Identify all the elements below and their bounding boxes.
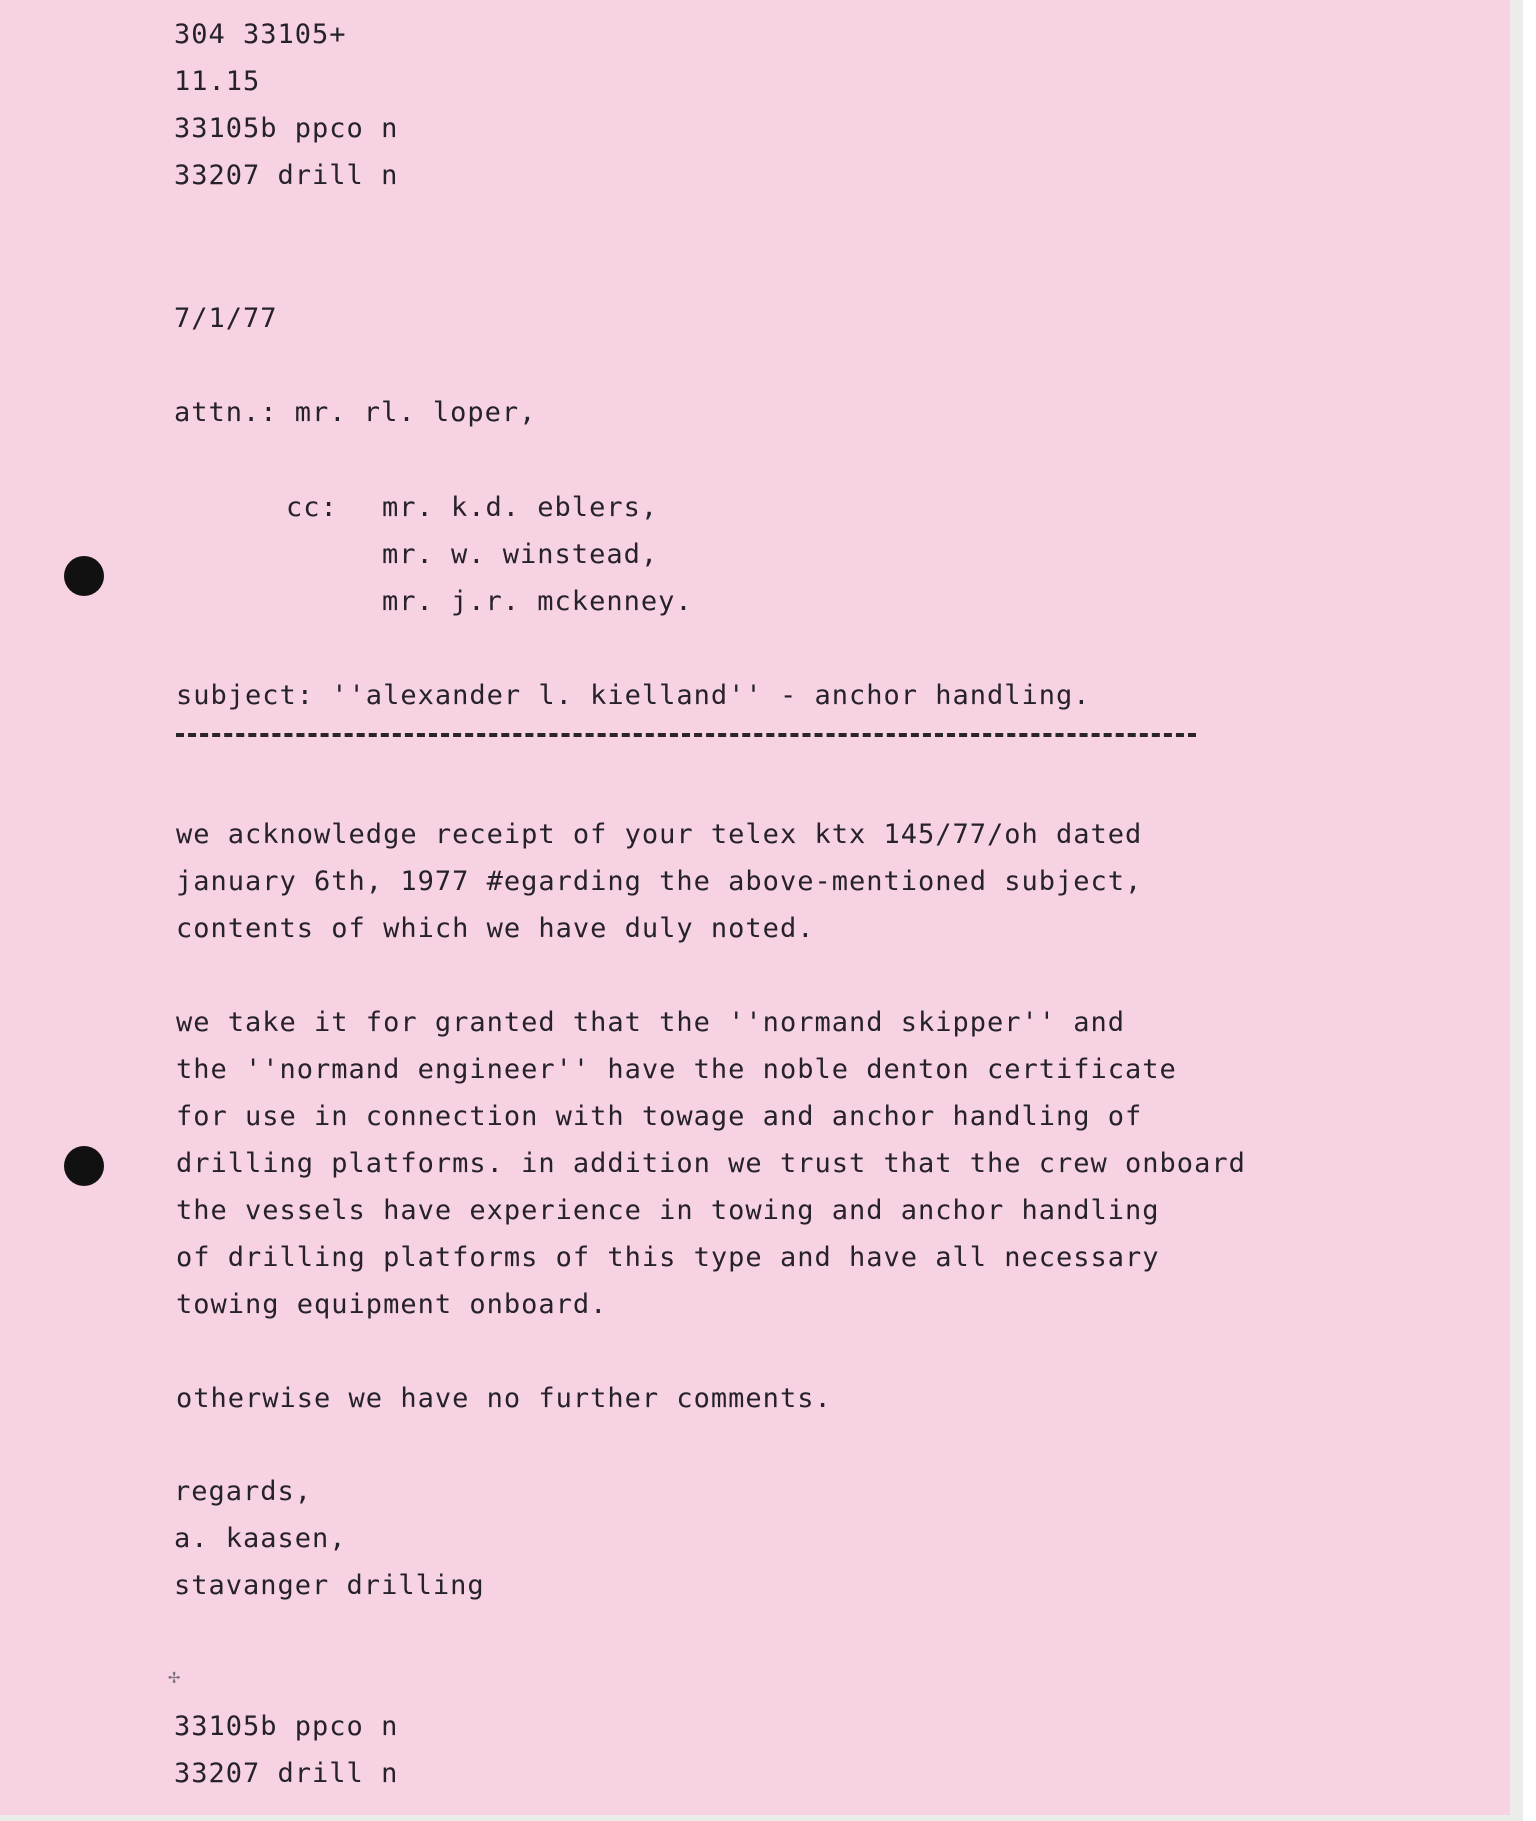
paragraph-2-line-1: we take it for granted that the ''normand skipper'' and [176, 1007, 1126, 1038]
paragraph-2-line-5: the vessels have experience in towing and anchor handling [176, 1195, 1160, 1226]
closing-regards: regards, [174, 1476, 313, 1507]
subject-rule [176, 733, 1196, 737]
date: 7/1/77 [174, 303, 278, 334]
page-edge-bottom [0, 1815, 1523, 1821]
subject-line: subject: ''alexander l. kielland'' - anchor handling. [176, 680, 1091, 711]
cc-label: cc: [286, 492, 338, 523]
cc-recipient-2: mr. w. winstead, [382, 539, 659, 570]
header-line-4: 33207 drill n [174, 160, 399, 191]
paragraph-2-line-3: for use in connection with towage and anchor handling of [176, 1101, 1143, 1132]
punch-hole-top [64, 556, 104, 596]
paragraph-2-line-7: towing equipment onboard. [176, 1289, 608, 1320]
paragraph-1-line-3: contents of which we have duly noted. [176, 913, 815, 944]
paragraph-1-line-2: january 6th, 1977 #egarding the above-mentioned subject, [176, 866, 1143, 897]
attn-line: attn.: mr. rl. loper, [174, 397, 537, 428]
cc-recipient-3: mr. j.r. mckenney. [382, 586, 693, 617]
paragraph-2-line-2: the ''normand engineer'' have the noble denton certificate [176, 1054, 1177, 1085]
closing-company: stavanger drilling [174, 1570, 485, 1601]
header-line-1: 304 33105+ [174, 19, 347, 50]
footer-line-1: 33105b ppco n [174, 1711, 399, 1742]
punch-hole-bottom [64, 1146, 104, 1186]
paragraph-2-line-6: of drilling platforms of this type and have all necessary [176, 1242, 1160, 1273]
paragraph-2-line-4: drilling platforms. in addition we trust that the crew onboard [176, 1148, 1246, 1179]
cc-recipient-1: mr. k.d. eblers, [382, 492, 659, 523]
closing-name: a. kaasen, [174, 1523, 347, 1554]
paragraph-1-line-1: we acknowledge receipt of your telex ktx 145/77/oh dated [176, 819, 1143, 850]
header-line-2: 11.15 [174, 66, 261, 97]
footer-line-2: 33207 drill n [174, 1758, 399, 1789]
paragraph-3: otherwise we have no further comments. [176, 1383, 832, 1414]
header-line-3: 33105b ppco n [174, 113, 399, 144]
footer-mark: ✢ [168, 1664, 182, 1688]
page-edge-right [1510, 0, 1523, 1821]
